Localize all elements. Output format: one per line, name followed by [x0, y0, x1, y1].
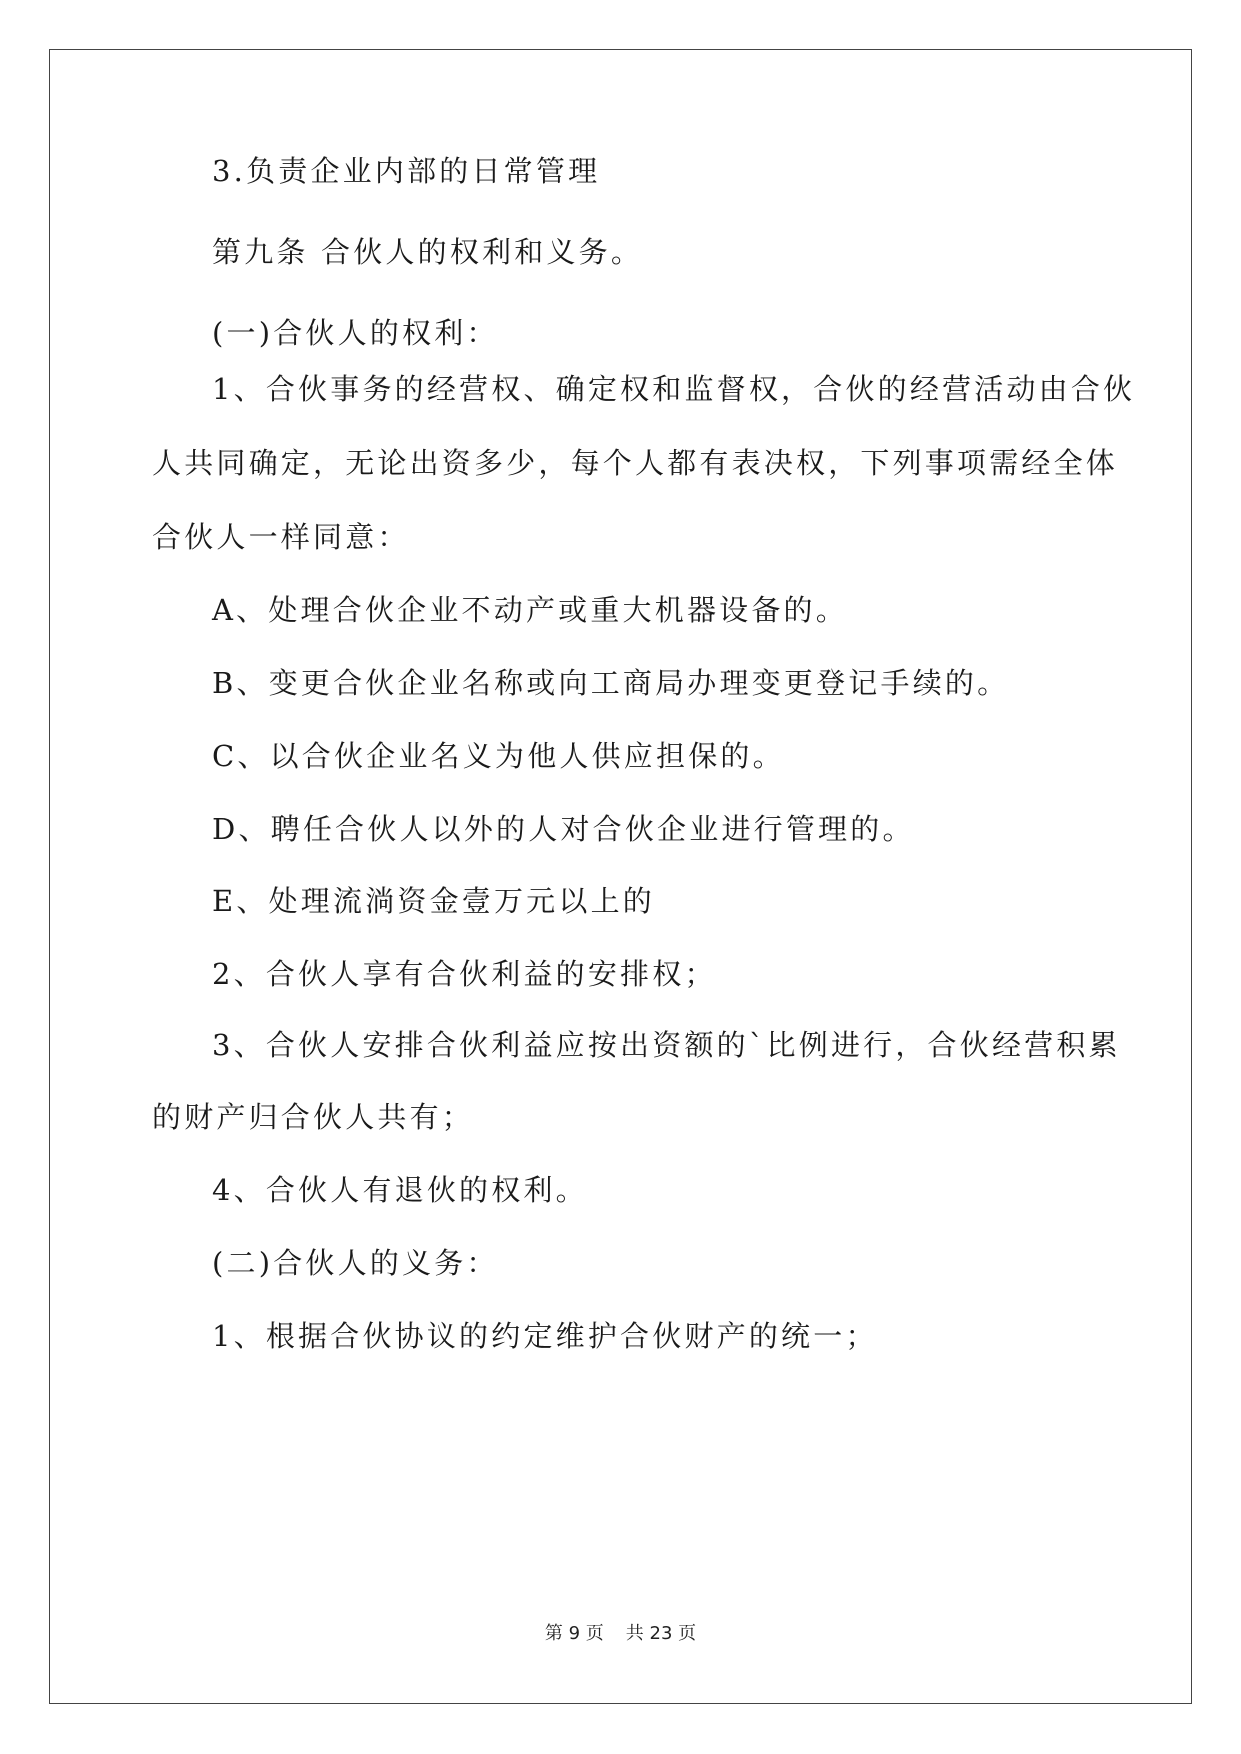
page-footer: [0, 1619, 1241, 1645]
paragraph-line: 2、合伙人享有合伙利益的安排权；: [212, 957, 717, 991]
paragraph-line: E、处理流淌资金壹万元以上的: [212, 884, 655, 918]
paragraph-line: 人共同确定，无论出资多少，每个人都有表决权，下列事项需经全体: [152, 446, 1119, 480]
paragraph-line: 1、合伙事务的经营权、确定权和监督权，合伙的经营活动由合伙: [212, 372, 1136, 406]
paragraph-line: 3、合伙人安排合伙利益应按出资额的`比例进行，合伙经营积累: [212, 1028, 1121, 1062]
paragraph-line: D、聘任合伙人以外的人对合伙企业进行管理的。: [212, 812, 915, 846]
section-heading: (二)合伙人的义务：: [212, 1246, 499, 1280]
paragraph-line: 第九条 合伙人的权利和义务。: [212, 235, 644, 269]
paragraph-line: 的财产归合伙人共有；: [152, 1100, 475, 1134]
paragraph-line: B、变更合伙企业名称或向工商局办理变更登记手续的。: [212, 666, 1010, 700]
paragraph-line: 3.负责企业内部的日常管理: [212, 154, 601, 188]
page-total: 共 23 页: [625, 1623, 697, 1644]
page-number: 第 9 页: [544, 1623, 604, 1644]
paragraph-line: 4、合伙人有退伙的权利。: [212, 1173, 588, 1207]
paragraph-line: C、以合伙企业名义为他人供应担保的。: [212, 739, 785, 773]
paragraph-line: 1、根据合伙协议的约定维护合伙财产的统一；: [212, 1319, 878, 1353]
paragraph-line: 合伙人一样同意：: [152, 520, 410, 554]
paragraph-line: A、处理合伙企业不动产或重大机器设备的。: [212, 593, 848, 627]
section-heading: (一)合伙人的权利：: [212, 316, 499, 350]
